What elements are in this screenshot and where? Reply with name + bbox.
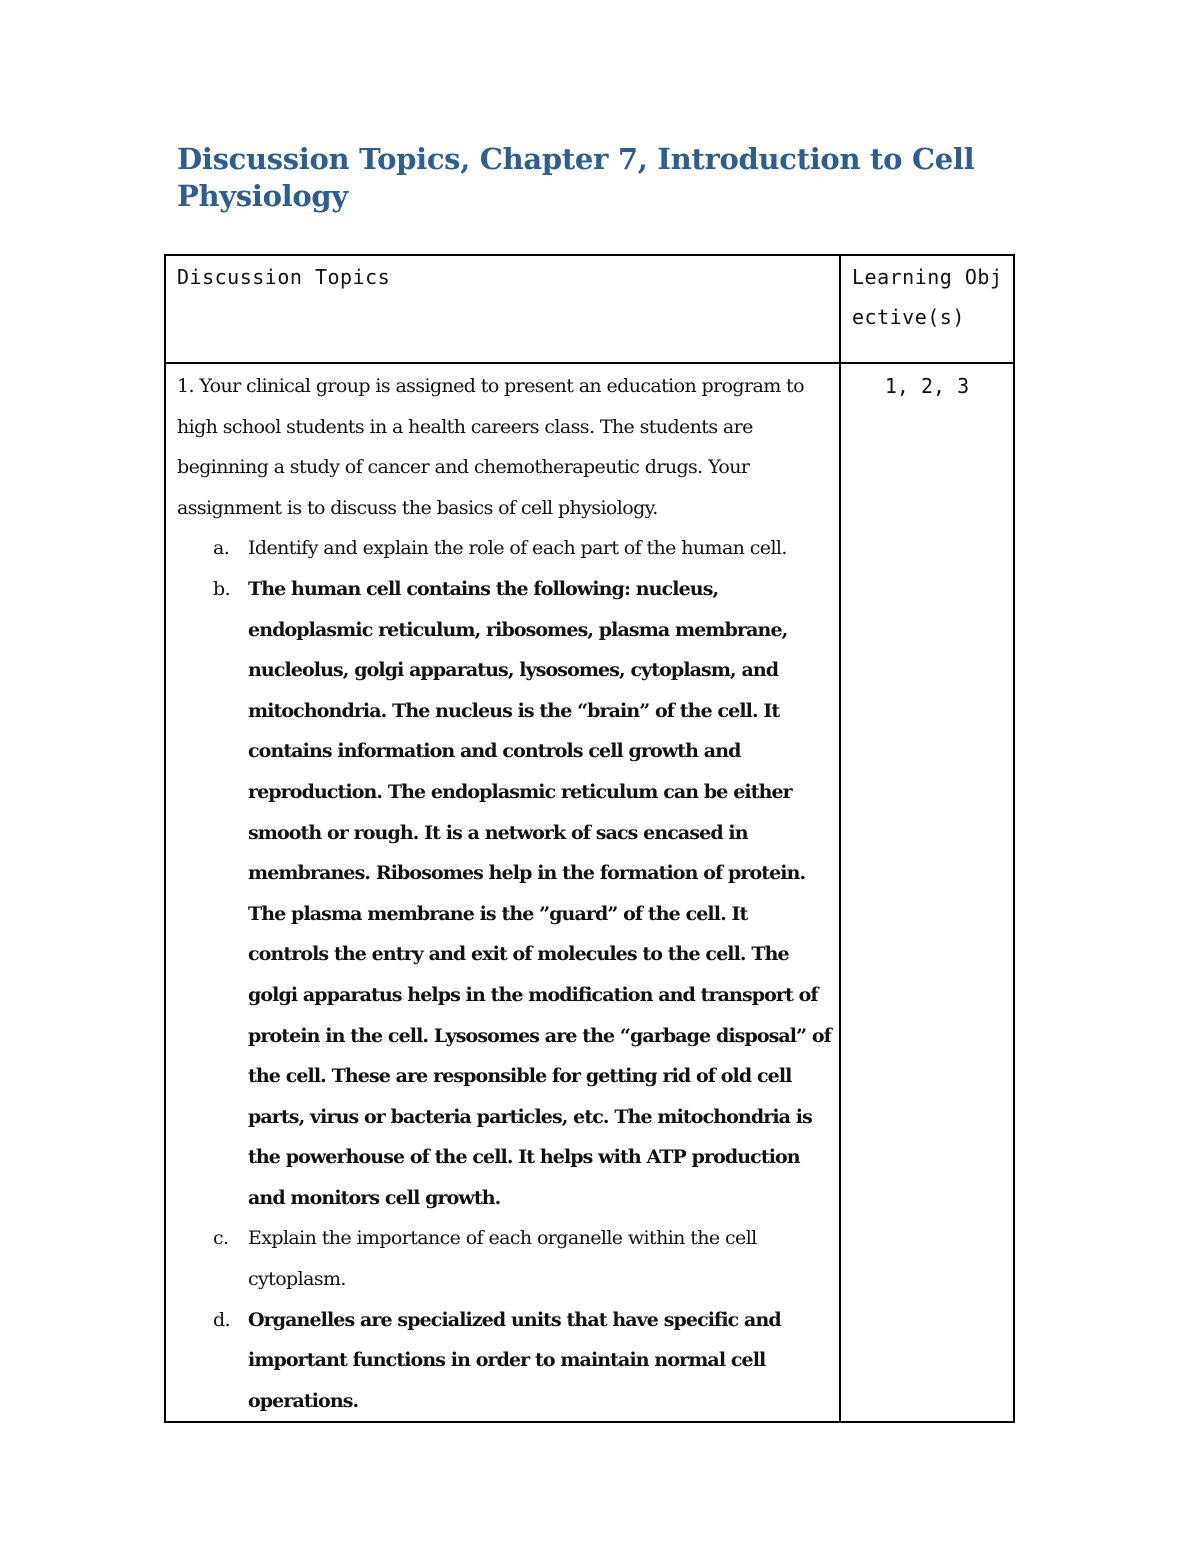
topic-intro: 1. Your clinical group is assigned to present an education program to high school students in a health careers class. The students are beginning a study of cancer and chemotherapeutic drugs. Your assignment is to discuss the basics of cell physiology. bbox=[177, 375, 804, 519]
list-marker: a. bbox=[213, 537, 230, 560]
discussion-topics-table bbox=[164, 254, 1015, 1423]
list-marker: b. bbox=[213, 577, 231, 600]
list-marker: c. bbox=[213, 1227, 229, 1250]
list-item bbox=[177, 1300, 831, 1422]
list-item-text: The human cell contains the following: nucleus, endoplasmic reticulum, ribosomes, plasma membrane, nucleolus, golgi apparatus, lysosomes, cytoplasm, and mitochondria. The nucleus is the “brain” of the cell. It contains information and controls cell growth and reproduction. The endoplasmic reticulum can be either smooth or rough. It is a network of sacs encased in membranes. Ribosomes help in the formation of protein. The plasma membrane is the ”guard” of the cell. It controls the entry and exit of molecules to the cell. The golgi apparatus helps in the modification and transport of protein in the cell. Lysosomes are the “garbage disposal” of the cell. These are responsible for getting rid of old cell parts, virus or bacteria particles, etc. The mitochondria is the powerhouse of the cell. It helps with ATP production and monitors cell growth. bbox=[248, 577, 831, 1209]
list-item-text: Identify and explain the role of each part of the human cell. bbox=[248, 537, 787, 560]
table-header-row bbox=[165, 255, 1014, 363]
table-row bbox=[165, 363, 1014, 1422]
objectives-cell: 1, 2, 3 bbox=[840, 363, 1014, 1422]
topic-cell bbox=[165, 363, 840, 1422]
list-item-text: Organelles are specialized units that have specific and important functions in order to maintain normal cell operations. bbox=[248, 1308, 781, 1412]
header-learning-objectives: Learning Objective(s) bbox=[840, 255, 1014, 363]
list-marker: d. bbox=[213, 1308, 231, 1331]
topic-sub-list bbox=[177, 528, 831, 1421]
list-item bbox=[177, 528, 831, 569]
list-item bbox=[177, 1218, 831, 1299]
header-discussion-topics: Discussion Topics bbox=[165, 255, 840, 363]
page-title: Discussion Topics, Chapter 7, Introduction to Cell Physiology bbox=[177, 142, 975, 213]
list-item bbox=[177, 569, 831, 1219]
list-item-text: Explain the importance of each organelle within the cell cytoplasm. bbox=[248, 1227, 757, 1291]
